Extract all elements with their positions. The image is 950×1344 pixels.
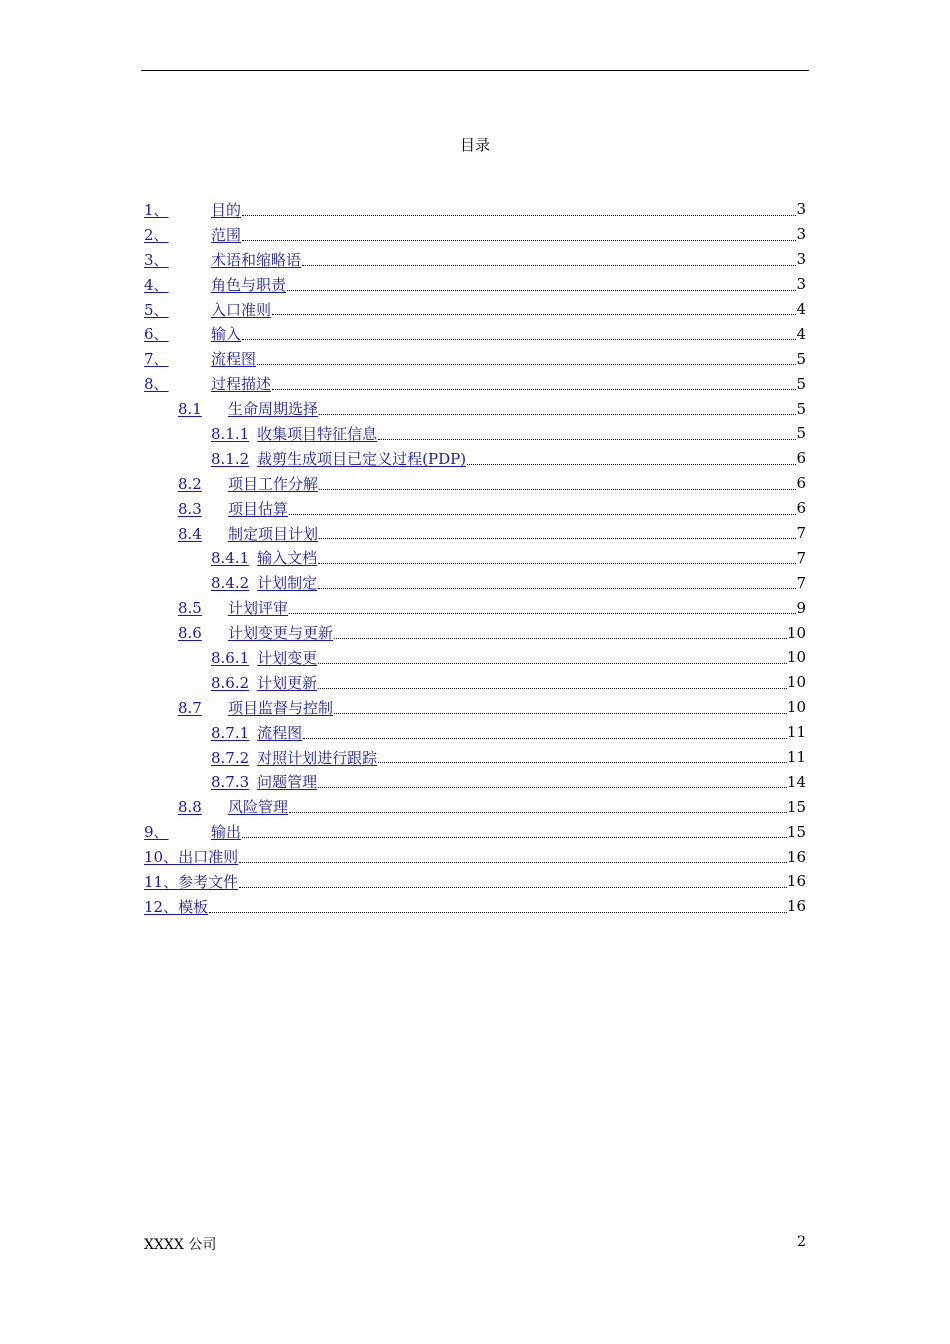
toc-link[interactable] (144, 846, 238, 867)
toc-entry-number: 8.1.1 (211, 424, 250, 443)
toc-link[interactable] (211, 672, 317, 693)
footer-company: XXXX 公司 (144, 1237, 217, 1253)
toc-entry[interactable] (144, 272, 806, 297)
toc-link[interactable] (178, 597, 288, 618)
toc-link[interactable] (178, 622, 333, 643)
toc-entry[interactable] (144, 844, 806, 869)
toc-page-number: 11 (786, 748, 806, 767)
toc-link[interactable] (211, 547, 317, 568)
toc-link[interactable] (144, 299, 271, 320)
toc-entry[interactable] (144, 869, 806, 894)
toc-entry-title: 过程描述 (211, 375, 272, 394)
toc-link[interactable] (211, 423, 377, 444)
toc-entry-title: 制定项目计划 (228, 524, 319, 543)
toc-entry-title: 计划变更与更新 (228, 624, 334, 643)
toc-link[interactable] (178, 796, 288, 817)
toc-dot-leader (242, 822, 787, 838)
toc-entry-number: 8.4 (178, 524, 202, 543)
toc-entry[interactable] (144, 471, 806, 496)
toc-dot-leader (334, 623, 787, 639)
toc-entry-title: 收集项目特征信息 (257, 424, 378, 443)
toc-entry[interactable] (144, 545, 806, 570)
toc-entry[interactable] (144, 197, 806, 222)
toc-page-number: 15 (786, 797, 806, 816)
toc-page-number: 3 (796, 200, 806, 219)
toc-entry-title: 计划变更 (257, 648, 318, 667)
toc-dot-leader (239, 872, 787, 888)
toc-entry-number: 7、 (144, 350, 169, 369)
toc-dot-leader (242, 324, 796, 340)
toc-entry-number: 2、 (144, 225, 169, 244)
toc-dot-leader (319, 523, 796, 539)
toc-dot-leader (289, 797, 787, 813)
toc-entry-title: 计划评审 (228, 599, 289, 618)
toc-entry-number: 10、 (144, 848, 179, 867)
toc-entry[interactable] (144, 595, 806, 620)
toc-entry-title: 生命周期选择 (228, 400, 319, 419)
toc-link[interactable] (211, 747, 377, 768)
toc-dot-leader (272, 374, 796, 390)
toc-link[interactable] (211, 771, 317, 792)
toc-entry-number: 8.7.2 (211, 748, 250, 767)
toc-page-number: 7 (796, 548, 806, 567)
toc-entry-title: 输出 (211, 823, 242, 842)
toc-entry[interactable] (144, 496, 806, 521)
toc-page-number: 10 (786, 623, 806, 642)
toc-entry-number: 1、 (144, 200, 169, 219)
toc-dot-leader (303, 723, 787, 739)
toc-entry-number: 8.6.2 (211, 673, 250, 692)
toc-link[interactable] (178, 523, 318, 544)
toc-entry-title: 术语和缩略语 (211, 250, 302, 269)
toc-link[interactable] (144, 274, 286, 295)
table-of-contents (144, 197, 806, 919)
toc-link[interactable] (211, 572, 317, 593)
toc-entry[interactable] (144, 620, 806, 645)
toc-link[interactable] (178, 697, 333, 718)
toc-dot-leader (319, 474, 796, 490)
toc-link[interactable] (144, 224, 241, 245)
toc-entry-title: 风险管理 (228, 798, 289, 817)
toc-entry[interactable] (144, 894, 806, 919)
toc-title: 目录 (459, 136, 490, 154)
toc-entry-title: 项目监督与控制 (228, 698, 334, 717)
toc-page-number: 3 (796, 225, 806, 244)
toc-entry-number: 12、 (144, 897, 179, 916)
toc-dot-leader (467, 449, 796, 465)
toc-link[interactable] (178, 473, 318, 494)
toc-entry-title: 计划更新 (257, 673, 318, 692)
toc-entry-number: 8.3 (178, 499, 202, 518)
toc-page-number: 6 (796, 449, 806, 468)
toc-entry-title: 对照计划进行跟踪 (257, 748, 378, 767)
toc-entry-title: 参考文件 (178, 872, 239, 891)
toc-link[interactable] (144, 199, 241, 220)
toc-entry-number: 8.7.3 (211, 773, 250, 792)
toc-entry-number: 8.1 (178, 400, 202, 419)
toc-entry-number: 8.4.2 (211, 574, 250, 593)
toc-entry-number: 3、 (144, 250, 169, 269)
toc-entry-number: 8.7 (178, 698, 202, 717)
toc-entry[interactable] (144, 346, 806, 371)
toc-link[interactable] (211, 647, 317, 668)
toc-entry[interactable] (144, 396, 806, 421)
toc-entry[interactable] (144, 695, 806, 720)
toc-entry-number: 6、 (144, 325, 169, 344)
toc-dot-leader (378, 424, 796, 440)
toc-entry[interactable] (144, 670, 806, 695)
toc-entry[interactable] (144, 421, 806, 446)
toc-page-number: 10 (786, 673, 806, 692)
toc-entry-title: 目的 (211, 200, 242, 219)
toc-dot-leader (334, 698, 787, 714)
toc-dot-leader (242, 225, 796, 241)
toc-dot-leader (318, 573, 796, 589)
toc-dot-leader (287, 275, 796, 291)
toc-entry[interactable] (144, 371, 806, 396)
toc-entry[interactable] (144, 794, 806, 819)
header-rule (141, 70, 809, 71)
toc-entry[interactable] (144, 446, 806, 471)
toc-dot-leader (318, 648, 787, 664)
toc-entry[interactable] (144, 745, 806, 770)
toc-dot-leader (289, 499, 796, 515)
toc-page-number: 5 (796, 424, 806, 443)
toc-link[interactable] (144, 871, 238, 892)
toc-link[interactable] (178, 398, 318, 419)
toc-entry-number: 8.4.1 (211, 549, 250, 568)
toc-entry[interactable] (144, 222, 806, 247)
toc-entry-number: 9、 (144, 823, 169, 842)
toc-entry-number: 8.7.1 (211, 723, 250, 742)
toc-link[interactable] (178, 498, 288, 519)
toc-dot-leader (318, 548, 796, 564)
toc-page-number: 10 (786, 648, 806, 667)
toc-entry[interactable] (144, 521, 806, 546)
toc-entry[interactable] (144, 819, 806, 844)
toc-entry-number: 8.6.1 (211, 648, 250, 667)
toc-link[interactable] (211, 448, 466, 469)
toc-entry[interactable] (144, 247, 806, 272)
toc-entry-number: 11、 (144, 872, 179, 891)
toc-page-number: 15 (786, 822, 806, 841)
toc-entry[interactable] (144, 297, 806, 322)
toc-dot-leader (318, 673, 787, 689)
toc-entry-title: 输入 (211, 325, 242, 344)
toc-dot-leader (257, 349, 796, 365)
toc-page-number: 16 (786, 897, 806, 916)
toc-entry-title: 范围 (211, 225, 242, 244)
toc-page-number: 5 (796, 399, 806, 418)
toc-dot-leader (242, 200, 796, 216)
toc-dot-leader (318, 772, 787, 788)
toc-dot-leader (378, 747, 787, 763)
toc-entry-number: 5、 (144, 300, 169, 319)
toc-dot-leader (319, 399, 796, 415)
toc-entry-title: 项目估算 (228, 499, 289, 518)
toc-entry-title: 模板 (178, 897, 209, 916)
toc-page-number: 5 (796, 349, 806, 368)
toc-link[interactable] (211, 722, 302, 743)
toc-page-number: 3 (796, 250, 806, 269)
toc-page-number: 4 (796, 324, 806, 343)
toc-entry-title: 计划制定 (257, 574, 318, 593)
toc-page-number: 9 (796, 598, 806, 617)
toc-entry-title: 角色与职责 (211, 275, 287, 294)
toc-entry-number: 8.1.2 (211, 449, 250, 468)
toc-page-number: 14 (786, 772, 806, 791)
toc-entry-title: 入口准则 (211, 300, 272, 319)
toc-entry-title: 出口准则 (178, 848, 239, 867)
toc-entry-number: 8.6 (178, 624, 202, 643)
toc-entry[interactable] (144, 321, 806, 346)
toc-entry[interactable] (144, 570, 806, 595)
footer-page-number: 2 (797, 1234, 806, 1250)
toc-entry[interactable] (144, 720, 806, 745)
toc-dot-leader (272, 299, 796, 315)
toc-entry-number: 8.2 (178, 474, 202, 493)
toc-dot-leader (209, 897, 787, 913)
toc-entry-number: 4、 (144, 275, 169, 294)
toc-page-number: 11 (786, 723, 806, 742)
toc-link[interactable] (144, 896, 208, 917)
toc-page-number: 16 (786, 847, 806, 866)
toc-page-number: 5 (796, 374, 806, 393)
toc-link[interactable] (144, 249, 301, 270)
toc-entry[interactable] (144, 769, 806, 794)
toc-page-number: 7 (796, 524, 806, 543)
toc-entry-title: 流程图 (257, 723, 303, 742)
toc-page-number: 7 (796, 573, 806, 592)
toc-entry-number: 8.5 (178, 599, 202, 618)
toc-entry-title: 问题管理 (257, 773, 318, 792)
toc-entry-title: 项目工作分解 (228, 474, 319, 493)
toc-entry-title: 输入文档 (257, 549, 318, 568)
toc-link[interactable] (144, 348, 256, 369)
toc-dot-leader (239, 847, 787, 863)
toc-entry-title: 流程图 (211, 350, 257, 369)
toc-dot-leader (289, 598, 796, 614)
toc-entry-title: 裁剪生成项目已定义过程(PDP) (257, 449, 467, 468)
toc-entry-number: 8.8 (178, 798, 202, 817)
toc-page-number: 16 (786, 872, 806, 891)
toc-page-number: 4 (796, 300, 806, 318)
toc-link[interactable] (144, 323, 241, 344)
toc-entry-number: 8、 (144, 375, 169, 394)
toc-dot-leader (302, 250, 796, 266)
toc-link[interactable] (144, 373, 271, 394)
toc-link[interactable] (144, 821, 241, 842)
toc-entry[interactable] (144, 645, 806, 670)
toc-page-number: 3 (796, 275, 806, 294)
toc-page-number: 6 (796, 474, 806, 493)
toc-page-number: 10 (786, 698, 806, 717)
toc-page-number: 6 (796, 499, 806, 518)
